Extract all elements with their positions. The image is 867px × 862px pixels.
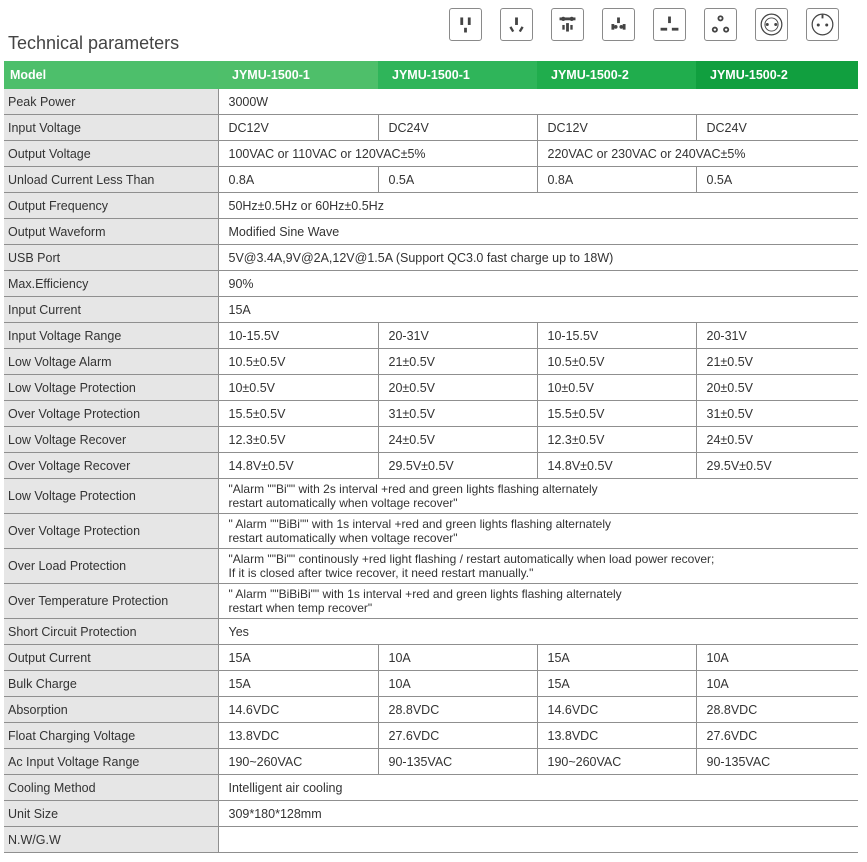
row-value: 14.8V±0.5V <box>218 453 378 479</box>
header-model-col-2: JYMU-1500-1 <box>378 61 537 89</box>
row-label: Over Voltage Recover <box>4 453 218 479</box>
row-value: 190~260VAC <box>537 749 696 775</box>
row-value: 90-135VAC <box>378 749 537 775</box>
table-row <box>4 749 858 775</box>
table-row <box>4 219 858 245</box>
row-label: Low Voltage Alarm <box>4 349 218 375</box>
row-value: 0.5A <box>696 167 858 193</box>
row-label: Input Voltage <box>4 115 218 141</box>
row-value: 10±0.5V <box>218 375 378 401</box>
row-label: Over Load Protection <box>4 549 218 584</box>
row-value: DC24V <box>378 115 537 141</box>
row-label: Input Current <box>4 297 218 323</box>
row-value: 50Hz±0.5Hz or 60Hz±0.5Hz <box>218 193 858 219</box>
row-value: Modified Sine Wave <box>218 219 858 245</box>
table-row <box>4 167 858 193</box>
schuko-plug-icon <box>755 8 788 41</box>
row-value: 0.5A <box>378 167 537 193</box>
row-label: Over Voltage Protection <box>4 401 218 427</box>
row-value: 190~260VAC <box>218 749 378 775</box>
table-row <box>4 375 858 401</box>
row-value <box>218 549 858 584</box>
table-row <box>4 115 858 141</box>
table-row <box>4 697 858 723</box>
row-label: Peak Power <box>4 89 218 115</box>
row-value: 10-15.5V <box>218 323 378 349</box>
row-value: 10A <box>696 671 858 697</box>
row-value: 309*180*128mm <box>218 801 858 827</box>
row-value: 10.5±0.5V <box>537 349 696 375</box>
row-label: Low Voltage Protection <box>4 479 218 514</box>
row-value: 10-15.5V <box>537 323 696 349</box>
spec-table-body <box>4 89 858 853</box>
row-value: 24±0.5V <box>378 427 537 453</box>
row-value: 20-31V <box>696 323 858 349</box>
row-value <box>218 479 858 514</box>
row-value-line-1: "Alarm ""Bi"" continously +red light flashing / restart automatically when load power recover; <box>228 552 715 566</box>
table-row <box>4 775 858 801</box>
row-value-line-1: " Alarm ""BiBiBi"" with 1s interval +red and green lights flashing alternately <box>228 587 622 601</box>
row-value: 14.6VDC <box>218 697 378 723</box>
row-label: Cooling Method <box>4 775 218 801</box>
table-row <box>4 245 858 271</box>
row-value: 15A <box>218 671 378 697</box>
table-row <box>4 619 858 645</box>
row-value: 15.5±0.5V <box>537 401 696 427</box>
row-value: 20-31V <box>378 323 537 349</box>
table-row <box>4 271 858 297</box>
row-value: 21±0.5V <box>378 349 537 375</box>
row-value: 20±0.5V <box>696 375 858 401</box>
uk-plug-icon <box>653 8 686 41</box>
row-value-line-1: " Alarm ""BiBi"" with 1s interval +red and green lights flashing alternately <box>228 517 611 531</box>
table-row <box>4 89 858 115</box>
row-value: 10.5±0.5V <box>218 349 378 375</box>
table-row <box>4 549 858 584</box>
row-label: Over Voltage Protection <box>4 514 218 549</box>
row-value: 31±0.5V <box>378 401 537 427</box>
row-value: 100VAC or 110VAC or 120VAC±5% <box>218 141 537 167</box>
row-value: 29.5V±0.5V <box>378 453 537 479</box>
row-value: 27.6VDC <box>696 723 858 749</box>
row-value: 15A <box>537 645 696 671</box>
table-row <box>4 141 858 167</box>
row-value: 90-135VAC <box>696 749 858 775</box>
row-value: 13.8VDC <box>218 723 378 749</box>
row-value: DC24V <box>696 115 858 141</box>
table-row <box>4 645 858 671</box>
row-value: 28.8VDC <box>696 697 858 723</box>
row-value: 220VAC or 230VAC or 240VAC±5% <box>537 141 858 167</box>
table-row <box>4 671 858 697</box>
row-value: 10A <box>696 645 858 671</box>
row-value: 28.8VDC <box>378 697 537 723</box>
row-label: Input Voltage Range <box>4 323 218 349</box>
french-plug-icon <box>806 8 839 41</box>
table-row <box>4 401 858 427</box>
row-value-line-2: restart automatically when voltage recover" <box>228 496 458 510</box>
table-row <box>4 479 858 514</box>
row-value: 90% <box>218 271 858 297</box>
au-plug-icon <box>500 8 533 41</box>
table-row <box>4 453 858 479</box>
row-value: 10A <box>378 645 537 671</box>
row-value: 12.3±0.5V <box>537 427 696 453</box>
row-value-line-2: If it is closed after twice recover, it need restart manually." <box>228 566 534 580</box>
table-row <box>4 427 858 453</box>
row-label: Max.Efficiency <box>4 271 218 297</box>
row-value: 10±0.5V <box>537 375 696 401</box>
table-row <box>4 514 858 549</box>
row-label: Low Voltage Recover <box>4 427 218 453</box>
row-label: Output Current <box>4 645 218 671</box>
row-label: Float Charging Voltage <box>4 723 218 749</box>
row-value: 24±0.5V <box>696 427 858 453</box>
table-row <box>4 349 858 375</box>
row-value: DC12V <box>218 115 378 141</box>
table-row <box>4 723 858 749</box>
row-value: 14.8V±0.5V <box>537 453 696 479</box>
row-value: 3000W <box>218 89 858 115</box>
row-value: 21±0.5V <box>696 349 858 375</box>
row-value: 31±0.5V <box>696 401 858 427</box>
row-value: 15.5±0.5V <box>218 401 378 427</box>
row-label: Output Waveform <box>4 219 218 245</box>
row-value: 27.6VDC <box>378 723 537 749</box>
row-value: 0.8A <box>218 167 378 193</box>
row-label: Absorption <box>4 697 218 723</box>
row-value <box>218 827 858 853</box>
page-title: Technical parameters <box>8 33 180 53</box>
table-row <box>4 297 858 323</box>
indian-plug-icon <box>704 8 737 41</box>
spec-table <box>4 61 858 853</box>
row-value-line-1: "Alarm ""Bi"" with 2s interval +red and green lights flashing alternately <box>228 482 598 496</box>
row-value: 12.3±0.5V <box>218 427 378 453</box>
row-label: Unit Size <box>4 801 218 827</box>
row-value: 0.8A <box>537 167 696 193</box>
row-label: Ac Input Voltage Range <box>4 749 218 775</box>
table-row <box>4 193 858 219</box>
row-value: 15A <box>537 671 696 697</box>
row-label: Output Voltage <box>4 141 218 167</box>
row-value-line-2: restart when temp recover" <box>228 601 373 615</box>
table-row <box>4 827 858 853</box>
header-model: Model <box>4 61 218 89</box>
row-value: 15A <box>218 645 378 671</box>
table-row <box>4 801 858 827</box>
universal-plug-icon-2 <box>602 8 635 41</box>
header-model-col-4: JYMU-1500-2 <box>696 61 858 89</box>
row-value: 10A <box>378 671 537 697</box>
spec-table-header <box>4 61 858 89</box>
row-value: 5V@3.4A,9V@2A,12V@1.5A (Support QC3.0 fast charge up to 18W) <box>218 245 858 271</box>
row-value <box>218 514 858 549</box>
row-label: Low Voltage Protection <box>4 375 218 401</box>
plug-type-icons <box>449 8 857 41</box>
row-value: 13.8VDC <box>537 723 696 749</box>
table-row <box>4 323 858 349</box>
row-label: Over Temperature Protection <box>4 584 218 619</box>
row-value: 15A <box>218 297 858 323</box>
row-value: DC12V <box>537 115 696 141</box>
us-plug-icon <box>449 8 482 41</box>
row-value: Yes <box>218 619 858 645</box>
row-value-line-2: restart automatically when voltage recover" <box>228 531 458 545</box>
row-value <box>218 584 858 619</box>
row-label: Bulk Charge <box>4 671 218 697</box>
header-model-col-3: JYMU-1500-2 <box>537 61 696 89</box>
row-label: N.W/G.W <box>4 827 218 853</box>
universal-plug-icon <box>551 8 584 41</box>
row-label: USB Port <box>4 245 218 271</box>
row-label: Short Circuit Protection <box>4 619 218 645</box>
row-label: Output Frequency <box>4 193 218 219</box>
table-row <box>4 584 858 619</box>
row-label: Unload Current Less Than <box>4 167 218 193</box>
row-value: Intelligent air cooling <box>218 775 858 801</box>
row-value: 14.6VDC <box>537 697 696 723</box>
row-value: 29.5V±0.5V <box>696 453 858 479</box>
header-model-col-1: JYMU-1500-1 <box>218 61 378 89</box>
row-value: 20±0.5V <box>378 375 537 401</box>
